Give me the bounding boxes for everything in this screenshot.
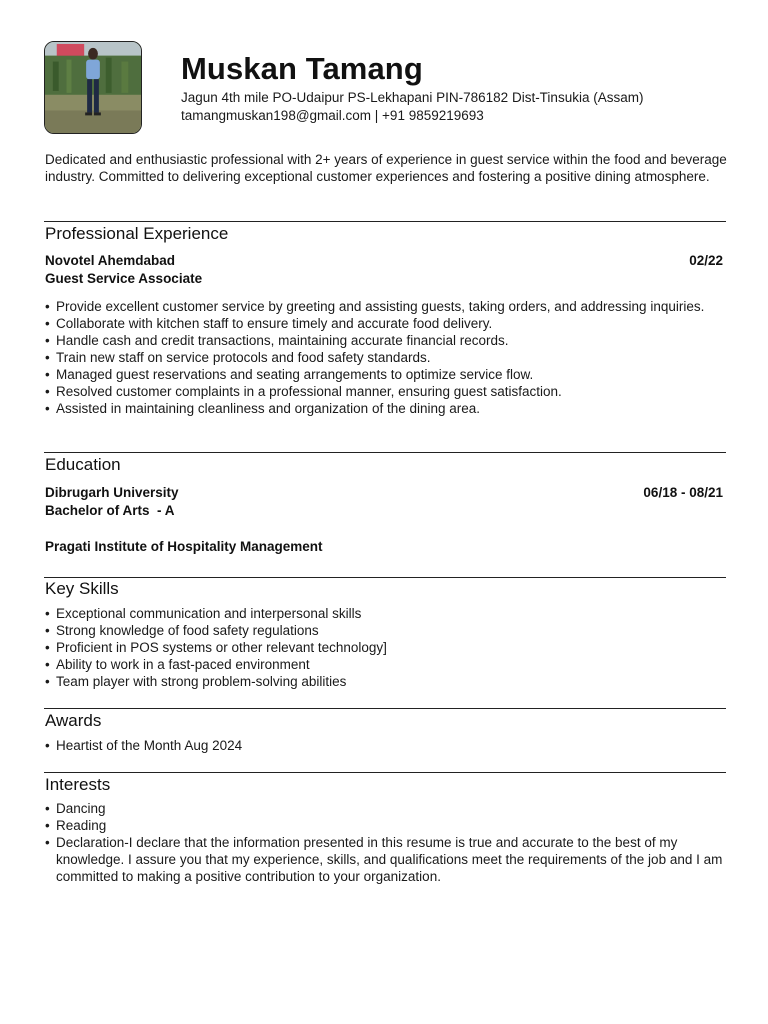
education-degree: Bachelor of Arts - A <box>45 503 175 518</box>
list-item: • Ability to work in a fast-paced environment <box>45 656 735 673</box>
interests-heading: Interests <box>45 775 111 794</box>
list-item: • Handle cash and credit transactions, maintaining accurate financial records. <box>45 332 735 349</box>
awards-heading: Awards <box>45 711 102 730</box>
professional-summary: Dedicated and enthusiastic professional with 2+ years of experience in guest service within the food and beverage industry. Committed to delivering exceptional customer experiences and fostering a positive dining atmosphere. <box>45 152 727 184</box>
experience-date: 02/22 <box>689 253 723 268</box>
section-divider <box>44 452 726 453</box>
list-item: • Team player with strong problem-solving abilities <box>45 673 735 690</box>
list-item: • Provide excellent customer service by greeting and assisting guests, taking orders, and addressing inquiries. <box>45 298 735 315</box>
list-item: • Declaration-I declare that the information presented in this resume is true and accurate to the best of my knowledge. I assure you that my experience, skills, and qualifications meet the requirements of the job and I am committed to making a positive contribution to your organization. <box>45 834 735 885</box>
candidate-name: Muskan Tamang <box>181 51 423 86</box>
address-line: Jagun 4th mile PO-Udaipur PS-Lekhapani PIN-786182 Dist-Tinsukia (Assam) <box>181 90 644 105</box>
list-item: • Train new staff on service protocols and food safety standards. <box>45 349 735 366</box>
list-item: • Managed guest reservations and seating arrangements to optimize service flow. <box>45 366 735 383</box>
list-item: • Exceptional communication and interpersonal skills <box>45 605 735 622</box>
list-item: • Proficient in POS systems or other relevant technology] <box>45 639 735 656</box>
profile-photo-image <box>45 42 141 133</box>
list-item: • Strong knowledge of food safety regulations <box>45 622 735 639</box>
section-divider <box>44 577 726 578</box>
skills-heading: Key Skills <box>45 579 119 598</box>
interests-bullets <box>45 800 735 885</box>
section-divider <box>44 221 726 222</box>
skills-bullets <box>45 605 735 690</box>
profile-photo <box>44 41 142 134</box>
contact-line[interactable]: tamangmuskan198@gmail.com | +91 9859219693 <box>181 108 484 123</box>
list-item: • Reading <box>45 817 735 834</box>
list-item: • Assisted in maintaining cleanliness and organization of the dining area. <box>45 400 735 417</box>
experience-role: Guest Service Associate <box>45 271 203 286</box>
list-item: • Heartist of the Month Aug 2024 <box>45 737 735 754</box>
experience-company: Novotel Ahemdabad <box>45 253 176 268</box>
education-school-second: Pragati Institute of Hospitality Management <box>45 539 323 554</box>
experience-bullets <box>45 298 735 417</box>
list-item: • Collaborate with kitchen staff to ensure timely and accurate food delivery. <box>45 315 735 332</box>
list-item: • Resolved customer complaints in a professional manner, ensuring guest satisfaction. <box>45 383 735 400</box>
awards-bullets <box>45 737 735 754</box>
education-heading: Education <box>45 455 121 474</box>
education-school: Dibrugarh University <box>45 485 179 500</box>
section-divider <box>44 772 726 773</box>
experience-heading: Professional Experience <box>45 224 229 243</box>
section-divider <box>44 708 726 709</box>
list-item: • Dancing <box>45 800 735 817</box>
education-date: 06/18 - 08/21 <box>643 485 723 500</box>
